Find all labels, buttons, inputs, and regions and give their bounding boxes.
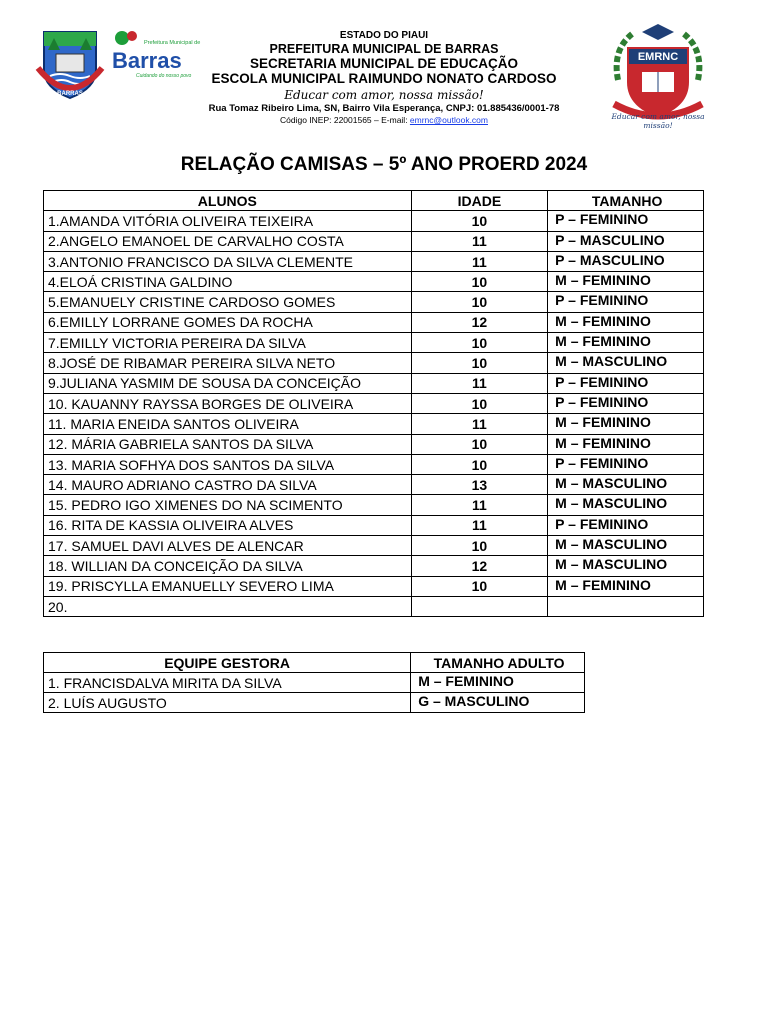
students-table-header <box>44 191 704 211</box>
student-name: 13. MARIA SOFHYA DOS SANTOS DA SILVA <box>44 454 412 474</box>
student-name: 20. <box>44 596 412 616</box>
student-row <box>44 292 704 312</box>
student-age: 12 <box>411 312 547 332</box>
student-age: 13 <box>411 475 547 495</box>
student-size: M – FEMININO <box>548 333 704 353</box>
student-row <box>44 556 704 576</box>
student-age: 10 <box>411 434 547 454</box>
student-row <box>44 576 704 596</box>
student-name: 18. WILLIAN DA CONCEIÇÃO DA SILVA <box>44 556 412 576</box>
letterhead <box>170 30 598 125</box>
student-size: P – FEMININO <box>548 454 704 474</box>
student-age: 10 <box>411 536 547 556</box>
school-name: ESCOLA MUNICIPAL RAIMUNDO NONATO CARDOSO <box>211 71 557 86</box>
student-age: 11 <box>411 373 547 393</box>
student-name: 11. MARIA ENEIDA SANTOS OLIVEIRA <box>44 414 412 434</box>
student-size: P – FEMININO <box>548 292 704 312</box>
student-size: M – MASCULINO <box>548 475 704 495</box>
staff-row <box>44 673 585 693</box>
student-row <box>44 414 704 434</box>
student-age: 10 <box>411 272 547 292</box>
student-size: M – MASCULINO <box>548 495 704 515</box>
student-size: P – FEMININO <box>548 393 704 413</box>
student-name: 12. MÁRIA GABRIELA SANTOS DA SILVA <box>44 434 412 454</box>
inep-code: Código INEP: 22001565 – E-mail: <box>279 115 410 125</box>
student-name: 9.JULIANA YASMIM DE SOUSA DA CONCEIÇÃO <box>44 373 412 393</box>
student-age: 11 <box>411 414 547 434</box>
student-size: P – FEMININO <box>548 373 704 393</box>
student-age: 10 <box>411 454 547 474</box>
student-row <box>44 272 704 292</box>
student-name: 5.EMANUELY CRISTINE CARDOSO GOMES <box>44 292 412 312</box>
student-name: 8.JOSÉ DE RIBAMAR PEREIRA SILVA NETO <box>44 353 412 373</box>
student-size: P – FEMININO <box>548 211 704 231</box>
student-size: M – FEMININO <box>548 576 704 596</box>
barras-seal-text: BARRAS <box>57 91 83 97</box>
student-row <box>44 312 704 332</box>
student-name: 2.ANGELO EMANOEL DE CARVALHO COSTA <box>44 231 412 251</box>
document-title: RELAÇÃO CAMISAS – 5º ANO PROERD 2024 <box>180 154 588 175</box>
staff-name: 1. FRANCISDALVA MIRITA DA SILVA <box>44 673 411 693</box>
student-row <box>44 495 704 515</box>
student-size: M – FEMININO <box>548 434 704 454</box>
student-age: 11 <box>411 251 547 271</box>
student-row <box>44 454 704 474</box>
email-link[interactable]: emrnc@outlook.com <box>409 115 488 125</box>
barras-city-seal-logo <box>36 28 104 100</box>
header-equipe-gestora: EQUIPE GESTORA <box>44 653 411 673</box>
student-age: 11 <box>411 495 547 515</box>
student-size: P – MASCULINO <box>548 251 704 271</box>
student-name: 17. SAMUEL DAVI ALVES DE ALENCAR <box>44 536 412 556</box>
city-hall-name: PREFEITURA MUNICIPAL DE BARRAS <box>269 42 499 56</box>
student-age: 11 <box>411 515 547 535</box>
student-size: P – MASCULINO <box>548 231 704 251</box>
student-size: M – MASCULINO <box>548 556 704 576</box>
student-name: 1.AMANDA VITÓRIA OLIVEIRA TEIXEIRA <box>44 211 412 231</box>
students-table <box>43 190 704 617</box>
state-name: ESTADO DO PIAUI <box>339 30 429 41</box>
barras-logo-slogan: Cuidando do nosso povo <box>136 73 192 79</box>
student-age <box>411 596 547 616</box>
student-size: M – MASCULINO <box>548 353 704 373</box>
student-row <box>44 373 704 393</box>
student-name: 14. MAURO ADRIANO CASTRO DA SILVA <box>44 475 412 495</box>
student-row <box>44 596 704 616</box>
emrnc-logo-text: EMRNC <box>637 51 679 63</box>
student-age: 10 <box>411 576 547 596</box>
student-name: 4.ELOÁ CRISTINA GALDINO <box>44 272 412 292</box>
barras-logo-big-text: Barras <box>112 48 182 73</box>
student-age: 10 <box>411 333 547 353</box>
school-motto: Educar com amor, nossa missão! <box>284 88 484 102</box>
student-row <box>44 393 704 413</box>
emrnc-logo-motto: Educar com amor, nossa missão! <box>611 112 705 130</box>
header-idade: IDADE <box>411 191 547 211</box>
secretariat-name: SECRETARIA MUNICIPAL DE EDUCAÇÃO <box>249 56 518 71</box>
student-name: 19. PRISCYLLA EMANUELLY SEVERO LIMA <box>44 576 412 596</box>
student-name: 10. KAUANNY RAYSSA BORGES DE OLIVEIRA <box>44 393 412 413</box>
header-alunos: ALUNOS <box>44 191 412 211</box>
staff-size: M – FEMININO <box>411 673 585 693</box>
header-tamanho-adulto: TAMANHO ADULTO <box>411 653 585 673</box>
header-tamanho: TAMANHO <box>548 191 704 211</box>
student-row <box>44 475 704 495</box>
student-row <box>44 231 704 251</box>
student-name: 6.EMILLY LORRANE GOMES DA ROCHA <box>44 312 412 332</box>
student-age: 11 <box>411 231 547 251</box>
student-name: 15. PEDRO IGO XIMENES DO NA SCIMENTO <box>44 495 412 515</box>
student-name: 7.EMILLY VICTORIA PEREIRA DA SILVA <box>44 333 412 353</box>
student-row <box>44 434 704 454</box>
staff-name: 2. LUÍS AUGUSTO <box>44 693 411 713</box>
student-size: M – FEMININO <box>548 414 704 434</box>
student-name: 3.ANTONIO FRANCISCO DA SILVA CLEMENTE <box>44 251 412 271</box>
student-size: P – FEMININO <box>548 515 704 535</box>
student-age: 12 <box>411 556 547 576</box>
inep-line <box>170 115 598 125</box>
student-age: 10 <box>411 211 547 231</box>
staff-size: G – MASCULINO <box>411 693 585 713</box>
student-name: 16. RITA DE KASSIA OLIVEIRA ALVES <box>44 515 412 535</box>
student-row <box>44 333 704 353</box>
student-size <box>548 596 704 616</box>
staff-row <box>44 693 585 713</box>
student-row <box>44 251 704 271</box>
student-size: M – FEMININO <box>548 312 704 332</box>
student-age: 10 <box>411 393 547 413</box>
staff-table-header <box>44 653 585 673</box>
student-age: 10 <box>411 353 547 373</box>
staff-table <box>43 652 585 713</box>
barras-logo-small-text: Prefeitura Municipal de <box>144 40 201 46</box>
student-row <box>44 536 704 556</box>
student-size: M – FEMININO <box>548 272 704 292</box>
student-size: M – MASCULINO <box>548 536 704 556</box>
student-age: 10 <box>411 292 547 312</box>
student-row <box>44 515 704 535</box>
student-row <box>44 353 704 373</box>
student-row <box>44 211 704 231</box>
school-address: Rua Tomaz Ribeiro Lima, SN, Bairro Vila Esperança, CNPJ: 01.885436/0001-78 <box>208 103 560 114</box>
